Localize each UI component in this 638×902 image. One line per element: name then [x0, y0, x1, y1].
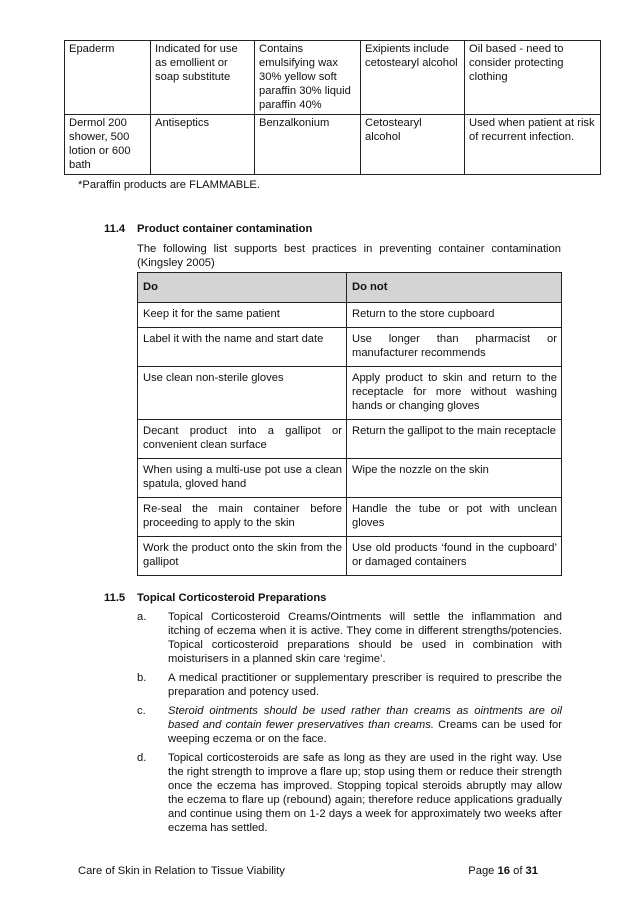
list-letter: a.: [137, 611, 147, 623]
section-number: 11.4: [104, 223, 126, 235]
product-table: [64, 40, 601, 175]
section-number: 11.5: [104, 592, 126, 604]
list-item: [137, 704, 562, 746]
section-intro: The following list supports best practices in preventing container contamination (Kingsley 2005): [137, 243, 561, 269]
table-row: [138, 498, 562, 537]
do-not-cell: Use longer than pharmacist or manufacturer recommends: [347, 328, 562, 367]
list-item: [137, 751, 562, 835]
do-cell: Use clean non-sterile gloves: [138, 367, 347, 420]
do-cell: Label it with the name and start date: [138, 328, 347, 367]
table-row: [65, 41, 601, 115]
table-row: [65, 115, 601, 175]
do-not-cell: Handle the tube or pot with unclean gloves: [347, 498, 562, 537]
list-text: A medical practitioner or supplementary prescriber is required to prescribe the preparation and potency used.: [168, 672, 562, 698]
do-not-cell: Apply product to skin and return to the receptacle for more without washing hands or changing gloves: [347, 367, 562, 420]
footer-title: Care of Skin in Relation to Tissue Viability: [78, 865, 285, 877]
list-text: Topical corticosteroids are safe as long as they are used in the right way. Use the right strength to improve a flare up; stop using them or reduce their strength once the eczema has improved. Stopping topical steroids abruptly may allow the eczema to flare up (rebound) again; therefore reduce applications gradually and continue using them on 1-2 days a week for approximately two weeks after eczema has settled.: [168, 752, 562, 834]
table-cell: Used when patient at risk of recurrent infection.: [465, 115, 601, 175]
do-not-cell: Wipe the nozzle on the skin: [347, 459, 562, 498]
table-cell: Indicated for use as emollient or soap substitute: [151, 41, 255, 115]
column-header-do-not: Do not: [347, 273, 562, 303]
table-cell: Oil based - need to consider protecting clothing: [465, 41, 601, 115]
section-heading-11-4: [104, 222, 312, 236]
section-title: Product container contamination: [137, 223, 313, 235]
do-cell: Re-seal the main container before proceeding to apply to the skin: [138, 498, 347, 537]
page-current: 16: [497, 865, 510, 877]
page-label: Page: [468, 865, 495, 877]
list-letter: b.: [137, 672, 147, 684]
list-item: [137, 671, 562, 699]
table-row: [138, 537, 562, 576]
table-cell: Exipients include cetostearyl alcohol: [361, 41, 465, 115]
column-header-do: Do: [138, 273, 347, 303]
page-number: [468, 864, 538, 878]
table-cell: Benzalkonium: [255, 115, 361, 175]
do-not-cell: Use old products ‘found in the cupboard’ or damaged containers: [347, 537, 562, 576]
flammable-note: *Paraffin products are FLAMMABLE.: [78, 179, 260, 191]
list-letter: c.: [137, 705, 146, 717]
table-row: [138, 420, 562, 459]
page-total: 31: [525, 865, 538, 877]
table-row: [138, 459, 562, 498]
table-cell: Cetostearyl alcohol: [361, 115, 465, 175]
table-row: [138, 328, 562, 367]
table-cell: Antiseptics: [151, 115, 255, 175]
table-row: [138, 303, 562, 328]
italic-text: Steroid ointments should be used rather than creams as ointments are oil based and contain fewer preservatives than creams.: [168, 705, 562, 731]
list-item: [137, 610, 562, 666]
do-cell: When using a multi-use pot use a clean spatula, gloved hand: [138, 459, 347, 498]
list-text: Topical Corticosteroid Creams/Ointments will settle the inflammation and itching of eczema when it is active. They come in different strengths/potencies. Topical corticosteroid preparations should be used in combination with moisturisers in a planned skin care ‘regime’.: [168, 611, 562, 665]
plain-text: Creams can be used for weeping eczema or on the face.: [168, 719, 563, 745]
list-text: [168, 704, 562, 746]
section-title: Topical Corticosteroid Preparations: [137, 592, 327, 604]
do-not-cell: Return the gallipot to the main receptacle: [347, 420, 562, 459]
list-letter: d.: [137, 752, 147, 764]
table-cell: Epaderm: [65, 41, 151, 115]
corticosteroid-list: [137, 610, 562, 840]
page-of: of: [513, 865, 523, 877]
table-cell: Contains emulsifying wax 30% yellow soft paraffin 30% liquid paraffin 40%: [255, 41, 361, 115]
do-dont-table: [137, 272, 562, 576]
do-not-cell: Return to the store cupboard: [347, 303, 562, 328]
table-cell: Dermol 200 shower, 500 lotion or 600 bath: [65, 115, 151, 175]
page-footer: [78, 864, 538, 878]
do-cell: Work the product onto the skin from the gallipot: [138, 537, 347, 576]
do-cell: Decant product into a gallipot or convenient clean surface: [138, 420, 347, 459]
table-row: [138, 367, 562, 420]
section-heading-11-5: [104, 591, 326, 605]
do-cell: Keep it for the same patient: [138, 303, 347, 328]
table-header-row: [138, 273, 562, 303]
